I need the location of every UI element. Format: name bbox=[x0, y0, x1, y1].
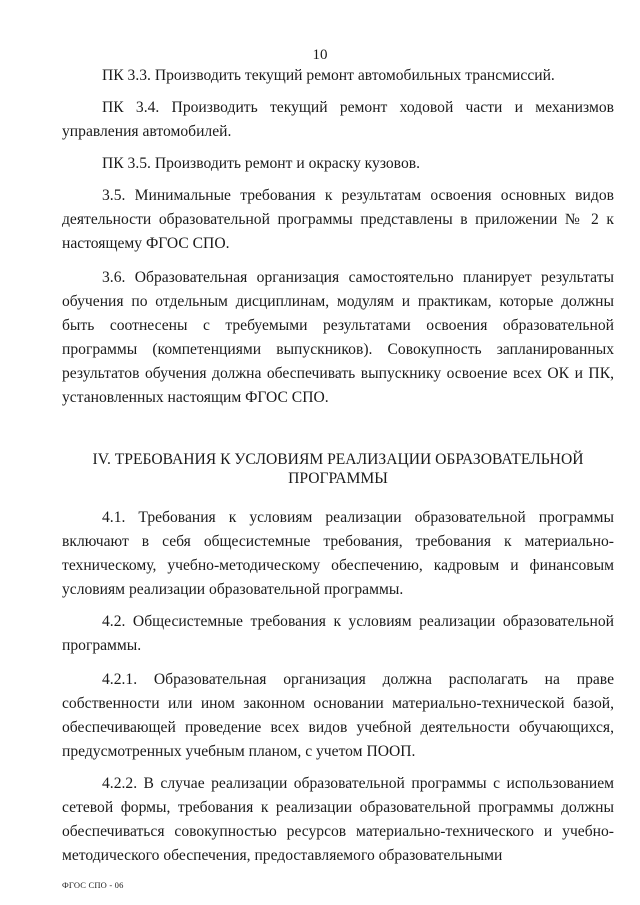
paragraph-4-2-1: 4.2.1. Образовательная организация должна располагать на праве собственности или ином законном основании материально-технической базой, обеспечивающей проведение всех видов учебной деятельности обучающихся, предусмотренных учебным планом, с учетом ПООП. bbox=[62, 671, 614, 760]
paragraph-3-5: 3.5. Минимальные требования к результатам освоения основных видов деятельности образовательной программы представлены в приложении № 2 к настоящему ФГОС СПО. bbox=[62, 187, 614, 252]
document-body bbox=[62, 64, 614, 868]
paragraph-4-2-2: 4.2.2. В случае реализации образовательной программы с использованием сетевой формы, требования к реализации образовательной программы должны обеспечиваться совокупностью ресурсов материально-технического и учебно-методического обеспечения, предоставляемого образовательными bbox=[62, 775, 614, 864]
paragraph-pk-3-3: ПК 3.3. Производить текущий ремонт автомобильных трансмиссий. bbox=[102, 67, 555, 84]
footer-document-code: ФГОС СПО - 06 bbox=[62, 880, 124, 890]
paragraph-pk-3-5: ПК 3.5. Производить ремонт и окраску кузовов. bbox=[102, 155, 420, 172]
paragraph-4-1: 4.1. Требования к условиям реализации образовательной программы включают в себя общесистемные требования, требования к материально-техническому, учебно-методическому обеспечению, кадровым и финансовым условиям реализации образовательной программы. bbox=[62, 509, 614, 598]
paragraph-pk-3-4: ПК 3.4. Производить текущий ремонт ходовой части и механизмов управления автомобилей. bbox=[62, 99, 614, 140]
paragraph-4-2: 4.2. Общесистемные требования к условиям реализации образовательной программы. bbox=[62, 613, 614, 654]
section-heading: IV. ТРЕБОВАНИЯ К УСЛОВИЯМ РЕАЛИЗАЦИИ ОБРАЗОВАТЕЛЬНОЙ ПРОГРАММЫ bbox=[92, 451, 584, 487]
paragraph-3-6: 3.6. Образовательная организация самостоятельно планирует результаты обучения по отдельным дисциплинам, модулям и практикам, которые должны быть соотнесены с требуемыми результатами освоения образовательной программы (компетенциями выпускников). Совокупность запланированных результатов обучения должна обеспечивать выпускнику освоение всех ОК и ПК, установленных настоящим ФГОС СПО. bbox=[62, 269, 614, 406]
page-number: 10 bbox=[312, 47, 328, 63]
